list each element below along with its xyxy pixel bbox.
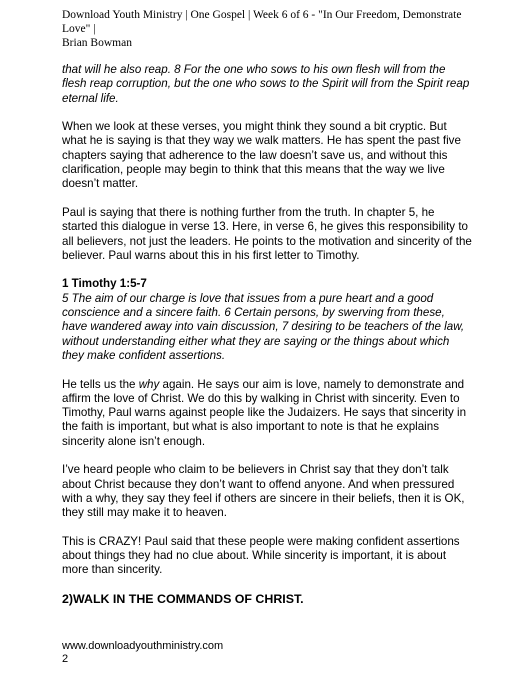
page-body (62, 63, 472, 621)
section-heading: 2)WALK IN THE COMMANDS OF CHRIST. (62, 591, 304, 606)
footer-url[interactable]: www.downloadyouthministry.com (62, 640, 224, 652)
scripture-text: 5 The aim of our charge is love that issues from a pure heart and a good conscience and a sincere faith. 6 Certain persons, by swerving from these, have wandered away into vain discussion, 7 desiring to be teachers of the law, without understanding either what they are saying or the things about which they make confident assertions. (62, 291, 465, 362)
page-number: 2 (62, 653, 69, 665)
paragraph-cryptic: When we look at these verses, you might think they sound a bit cryptic. But what he is saying is that they way we walk matters. He has spent the past five chapters saying that adherence to the law doesn’t save us, and without this clarification, people may begin to think that this means that the way we live doesn’t matter. (62, 120, 461, 191)
why-emphasis: why (138, 377, 160, 391)
paragraph-crazy: This is CRAZY! Paul said that these people were making confident assertions about things they had no clue about. While sincerity is important, it is about more than sincerity. (62, 534, 460, 577)
header-title: Download Youth Ministry | One Gospel | Week 6 of 6 - "In Our Freedom, Demonstrate Love" | (62, 9, 462, 35)
paragraph-further: Paul is saying that there is nothing further from the truth. In chapter 5, he started this dialogue in verse 13. Here, in verse 6, he gives this responsibility to all believers, not just the leaders. He points to the motivation and sincerity of the believer. Paul warns about this in his first letter to Timothy. (62, 205, 472, 262)
paragraph-claim: I’ve heard people who claim to be believers in Christ say that they don’t talk about Christ because they don’t want to offend anyone. And when pressured with a why, they say they feel if others are sincere in their beliefs, then it is OK, they still may make it to heaven. (62, 463, 465, 520)
verse-continuation: that will he also reap. 8 For the one who sows to his own flesh will from the flesh reap corruption, but the one who sows to the Spirit will from the Spirit reap eternal life. (62, 63, 470, 105)
why-text-a: He tells us the (62, 377, 139, 391)
page-header (62, 8, 482, 50)
why-text-b: again. He says our aim is love, namely to demonstrate and affirm the love of Christ. We do this by walking in Christ with sincerity. Even to Timothy, Paul warns against people like the Judaizers. He says that sincerity in the faith is important, but what is also important to note is that he explains sincerity alone isn’t enough. (62, 377, 467, 448)
scripture-block (62, 277, 472, 363)
scripture-reference: 1 Timothy 1:5-7 (62, 277, 147, 291)
paragraph-why (62, 378, 472, 449)
page-footer (62, 640, 462, 666)
header-author: Brian Bowman (62, 37, 132, 49)
